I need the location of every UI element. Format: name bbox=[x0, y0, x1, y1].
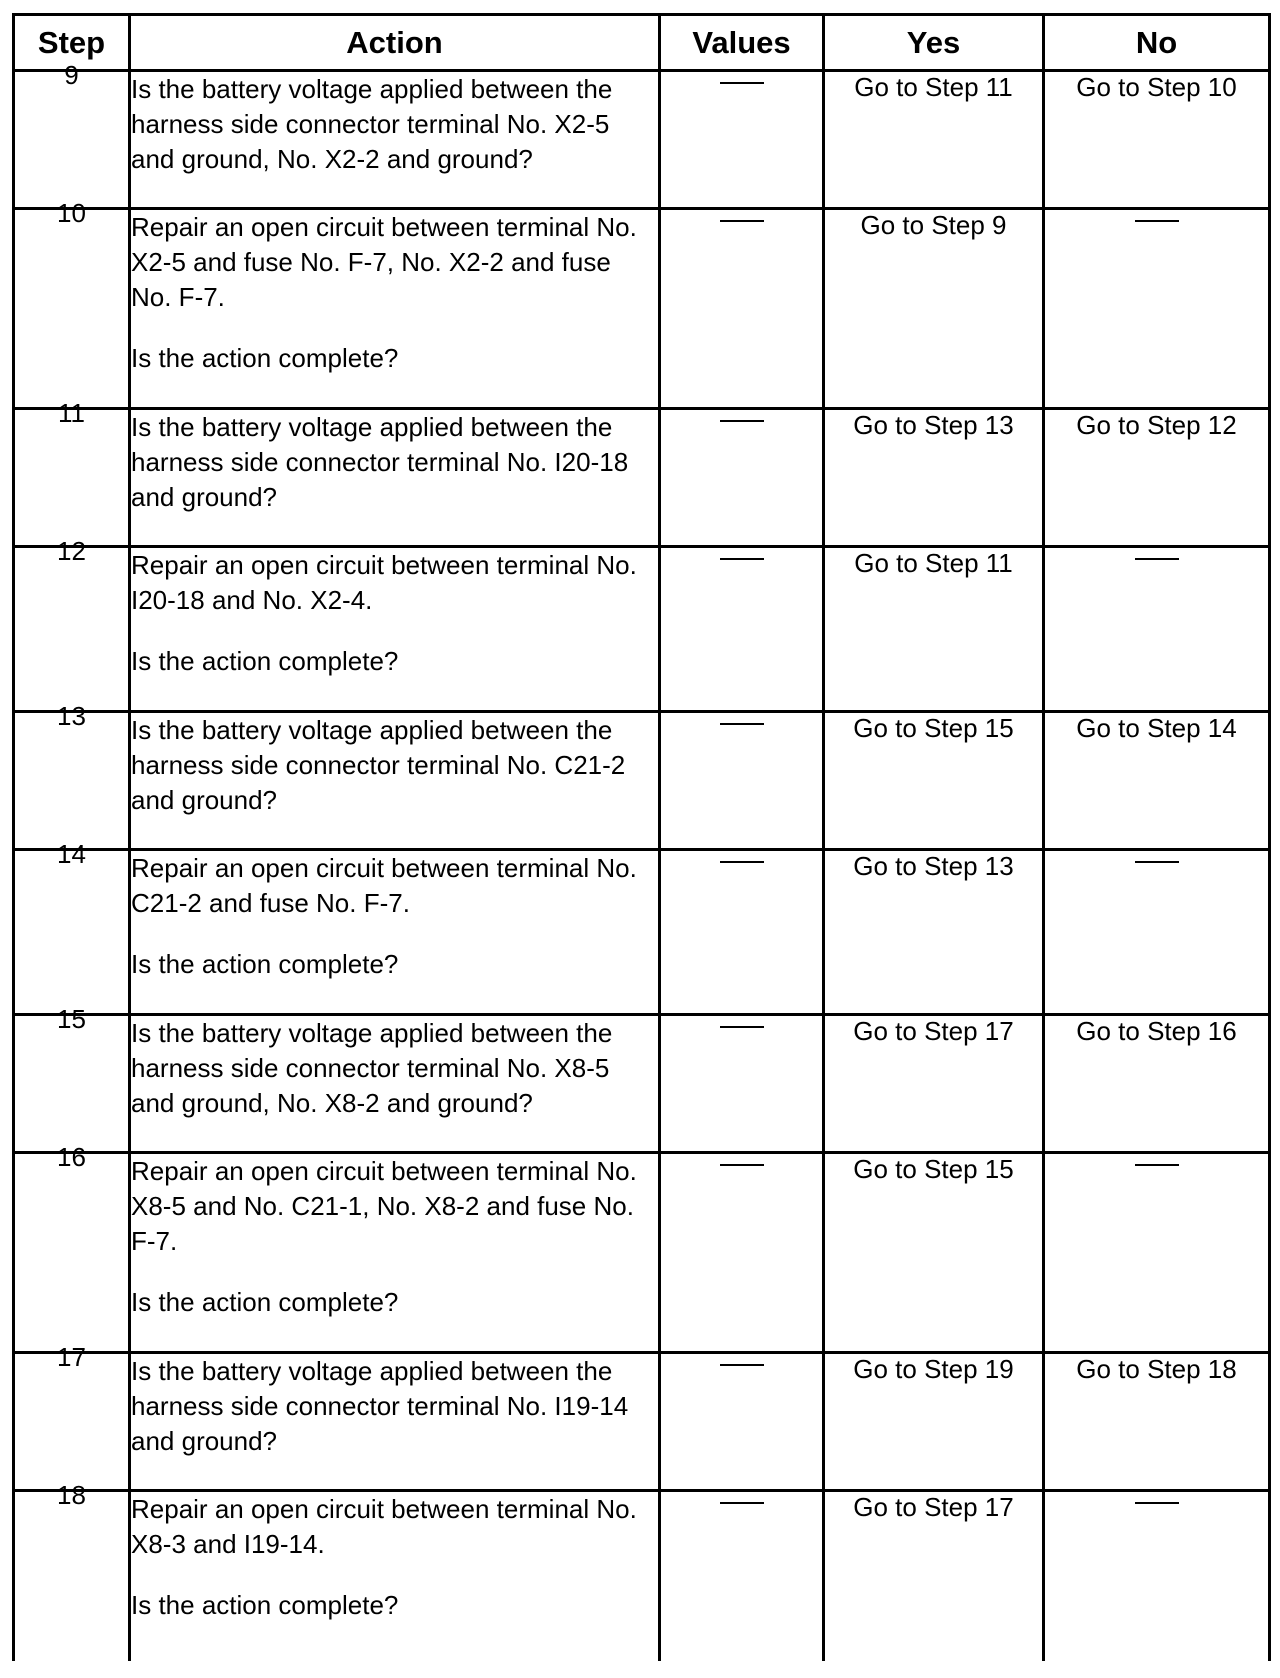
values-cell bbox=[660, 547, 824, 712]
values-dash bbox=[720, 1502, 764, 1504]
action-text: Is the battery voltage applied between the harness side connector terminal No. C21-2 and ground? bbox=[131, 715, 626, 815]
step-cell bbox=[14, 398, 130, 547]
table-row bbox=[14, 209, 1270, 409]
step-number: 18 bbox=[57, 1480, 86, 1510]
no-dash bbox=[1135, 1502, 1179, 1504]
step-cell bbox=[14, 60, 130, 209]
no-cell bbox=[1044, 1491, 1270, 1661]
table-row bbox=[14, 547, 1270, 712]
header-values: Values bbox=[660, 15, 824, 71]
no-cell bbox=[1044, 1153, 1270, 1353]
step-cell bbox=[14, 198, 130, 409]
values-dash bbox=[720, 82, 764, 84]
header-action: Action bbox=[130, 15, 660, 71]
values-dash bbox=[720, 723, 764, 725]
table-row bbox=[14, 850, 1270, 1015]
action-cell bbox=[130, 850, 660, 1015]
no-cell: Go to Step 16 bbox=[1044, 1015, 1270, 1153]
action-text: Is the battery voltage applied between the harness side connector terminal No. X2-5 and ground, No. X2-2 and ground? bbox=[131, 74, 613, 174]
action-text: Is the battery voltage applied between the harness side connector terminal No. I19-14 and ground? bbox=[131, 1356, 629, 1456]
action-cell bbox=[130, 712, 660, 850]
step-number: 16 bbox=[57, 1142, 86, 1172]
header-step: Step bbox=[14, 15, 130, 71]
values-cell bbox=[660, 1353, 824, 1491]
no-cell bbox=[1044, 850, 1270, 1015]
header-no: No bbox=[1044, 15, 1270, 71]
action-cell bbox=[130, 547, 660, 712]
table-row bbox=[14, 1153, 1270, 1353]
step-cell bbox=[14, 839, 130, 1015]
values-dash bbox=[720, 220, 764, 222]
action-text: Is the battery voltage applied between the harness side connector terminal No. X8-5 and ground, No. X8-2 and ground? bbox=[131, 1018, 613, 1118]
step-number: 11 bbox=[58, 398, 85, 428]
yes-cell: Go to Step 11 bbox=[824, 547, 1044, 712]
step-cell bbox=[14, 536, 130, 712]
action-followup: Is the action complete? bbox=[131, 646, 399, 676]
values-dash bbox=[720, 861, 764, 863]
values-cell bbox=[660, 850, 824, 1015]
action-text: Is the battery voltage applied between the harness side connector terminal No. I20-18 and ground? bbox=[131, 412, 629, 512]
values-dash bbox=[720, 558, 764, 560]
table-row bbox=[14, 712, 1270, 850]
no-cell: Go to Step 10 bbox=[1044, 71, 1270, 209]
step-number: 9 bbox=[64, 60, 79, 90]
step-number: 17 bbox=[57, 1342, 86, 1372]
table-row bbox=[14, 1353, 1270, 1491]
step-number: 13 bbox=[57, 701, 86, 731]
no-cell: Go to Step 14 bbox=[1044, 712, 1270, 850]
yes-cell: Go to Step 9 bbox=[824, 209, 1044, 409]
action-followup: Is the action complete? bbox=[131, 343, 399, 373]
yes-cell: Go to Step 13 bbox=[824, 409, 1044, 547]
values-cell bbox=[660, 209, 824, 409]
no-dash bbox=[1135, 220, 1179, 222]
yes-cell: Go to Step 13 bbox=[824, 850, 1044, 1015]
no-cell bbox=[1044, 209, 1270, 409]
values-dash bbox=[720, 1026, 764, 1028]
no-cell: Go to Step 18 bbox=[1044, 1353, 1270, 1491]
action-cell bbox=[130, 1015, 660, 1153]
action-cell bbox=[130, 71, 660, 209]
values-cell bbox=[660, 1015, 824, 1153]
action-cell bbox=[130, 409, 660, 547]
step-number: 15 bbox=[57, 1004, 86, 1034]
values-dash bbox=[720, 420, 764, 422]
yes-cell: Go to Step 15 bbox=[824, 712, 1044, 850]
action-followup: Is the action complete? bbox=[131, 1287, 399, 1317]
no-dash bbox=[1135, 861, 1179, 863]
action-cell bbox=[130, 209, 660, 409]
yes-cell: Go to Step 17 bbox=[824, 1015, 1044, 1153]
header-yes: Yes bbox=[824, 15, 1044, 71]
values-cell bbox=[660, 409, 824, 547]
step-number: 10 bbox=[57, 198, 86, 228]
no-cell: Go to Step 12 bbox=[1044, 409, 1270, 547]
yes-cell: Go to Step 17 bbox=[824, 1491, 1044, 1661]
header-row bbox=[14, 15, 1270, 71]
diagnostic-table bbox=[12, 13, 1271, 1661]
values-cell bbox=[660, 1153, 824, 1353]
action-cell bbox=[130, 1153, 660, 1353]
action-followup: Is the action complete? bbox=[131, 949, 399, 979]
table-row bbox=[14, 1015, 1270, 1153]
action-text: Repair an open circuit between terminal No. C21-2 and fuse No. F-7. bbox=[131, 853, 637, 918]
step-number: 14 bbox=[57, 839, 86, 869]
yes-cell: Go to Step 11 bbox=[824, 71, 1044, 209]
no-cell bbox=[1044, 547, 1270, 712]
step-cell bbox=[14, 1142, 130, 1353]
step-cell bbox=[14, 701, 130, 850]
no-dash bbox=[1135, 1164, 1179, 1166]
action-cell bbox=[130, 1491, 660, 1661]
step-cell bbox=[14, 1342, 130, 1491]
action-text: Repair an open circuit between terminal No. X8-5 and No. C21-1, No. X8-2 and fuse No. F-7. bbox=[131, 1156, 637, 1256]
values-dash bbox=[720, 1364, 764, 1366]
action-text: Repair an open circuit between terminal No. X2-5 and fuse No. F-7, No. X2-2 and fuse No. F-7. bbox=[131, 212, 637, 312]
values-cell bbox=[660, 712, 824, 850]
action-text: Repair an open circuit between terminal No. X8-3 and I19-14. bbox=[131, 1494, 637, 1559]
step-cell bbox=[14, 1480, 130, 1661]
table-row bbox=[14, 71, 1270, 209]
yes-cell: Go to Step 19 bbox=[824, 1353, 1044, 1491]
values-cell bbox=[660, 71, 824, 209]
yes-cell: Go to Step 15 bbox=[824, 1153, 1044, 1353]
step-number: 12 bbox=[57, 536, 86, 566]
no-dash bbox=[1135, 558, 1179, 560]
step-cell bbox=[14, 1004, 130, 1153]
action-followup: Is the action complete? bbox=[131, 1590, 399, 1620]
values-cell bbox=[660, 1491, 824, 1661]
values-dash bbox=[720, 1164, 764, 1166]
action-text: Repair an open circuit between terminal No. I20-18 and No. X2-4. bbox=[131, 550, 637, 615]
table-row bbox=[14, 1491, 1270, 1661]
action-cell bbox=[130, 1353, 660, 1491]
table-row bbox=[14, 409, 1270, 547]
